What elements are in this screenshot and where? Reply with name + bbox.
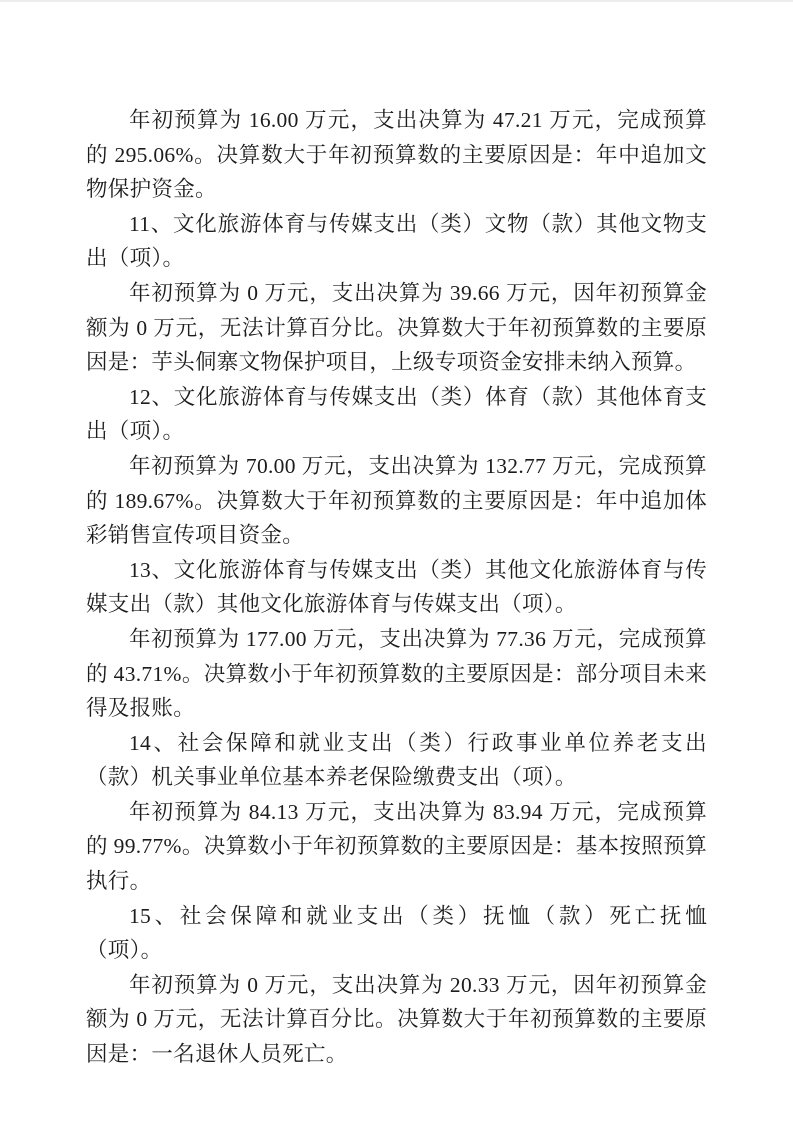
paragraph: 12、文化旅游体育与传媒支出（类）体育（款）其他体育支出（项）。 [86, 384, 707, 444]
document-body [86, 103, 707, 1072]
paragraph: 年初预算为 0 万元，支出决算为 39.66 万元，因年初预算金额为 0 万元，无法计算百分比。决算数大于年初预算数的主要原因是：芋头侗寨文物保护项目，上级专项资金安排未纳入预算。 [86, 280, 707, 375]
paragraph: 14、社会保障和就业支出（类）行政事业单位养老支出（款）机关事业单位基本养老保险缴费支出（项）。 [86, 730, 707, 790]
paragraph: 年初预算为 16.00 万元，支出决算为 47.21 万元，完成预算的 295.06%。决算数大于年初预算数的主要原因是：年中追加文物保护资金。 [86, 108, 707, 202]
paragraph: 13、文化旅游体育与传媒支出（类）其他文化旅游体育与传媒支出（款）其他文化旅游体育与传媒支出（项）。 [86, 557, 707, 617]
paragraph: 年初预算为 70.00 万元，支出决算为 132.77 万元，完成预算的 189.67%。决算数大于年初预算数的主要原因是：年中追加体彩销售宣传项目资金。 [86, 453, 707, 548]
paragraph: 年初预算为 84.13 万元，支出决算为 83.94 万元，完成预算的 99.77%。决算数小于年初预算数的主要原因是：基本按照预算执行。 [86, 799, 707, 894]
paragraph: 年初预算为 177.00 万元，支出决算为 77.36 万元，完成预算的 43.71%。决算数小于年初预算数的主要原因是：部分项目未来得及报账。 [86, 626, 707, 721]
paragraph: 15、社会保障和就业支出（类）抚恤（款）死亡抚恤（项）。 [86, 903, 707, 963]
paragraph: 11、文化旅游体育与传媒支出（类）文物（款）其他文物支出（项）。 [86, 211, 707, 271]
paragraph: 年初预算为 0 万元，支出决算为 20.33 万元，因年初预算金额为 0 万元，无法计算百分比。决算数大于年初预算数的主要原因是：一名退休人员死亡。 [86, 972, 707, 1067]
page-top-edge [0, 0, 793, 2]
